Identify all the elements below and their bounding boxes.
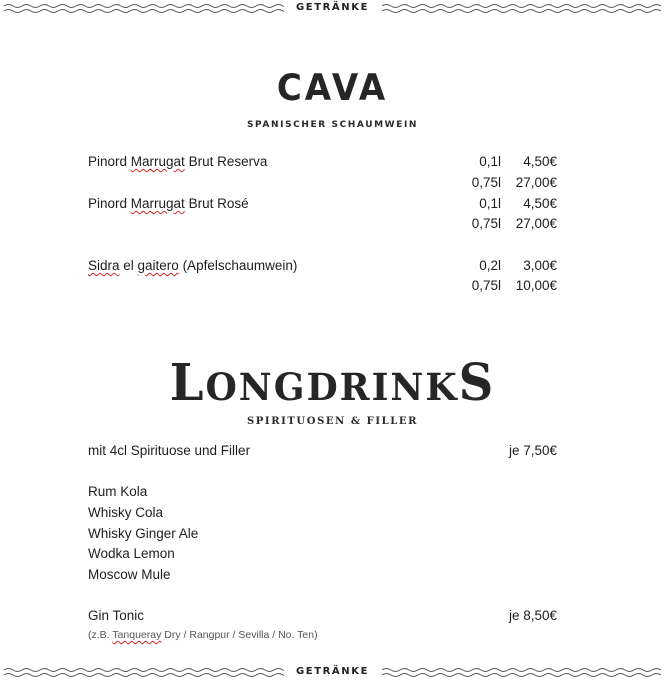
footer-band (0, 664, 665, 682)
item-price: 3,00€ (523, 258, 557, 273)
item-volume: 0,1l (479, 154, 501, 169)
item-volume: 0,75l (471, 216, 501, 231)
list-item: Whisky Cola (88, 505, 164, 520)
footer-band-label: GETRÄNKE (295, 666, 370, 677)
cava-title: CAVA (276, 66, 389, 110)
list-item: Whisky Ginger Ale (88, 526, 199, 541)
item-name: Pinord Marrugat Brut Reserva (88, 154, 268, 169)
intro-text: mit 4cl Spirituose und Filler (88, 443, 251, 458)
item-volume: 0,75l (471, 278, 501, 293)
longdrinks-subtitle: SPIRITUOSEN & FILLER (246, 416, 419, 427)
cava-item-1 (0, 154, 665, 172)
gin-tonic-row (0, 608, 665, 626)
item-price: 10,00€ (515, 278, 557, 293)
gin-tonic-price: je 8,50€ (508, 608, 557, 623)
cava-subtitle: SPANISCHER SCHAUMWEIN (246, 120, 419, 130)
item-name: Sidra el gaitero (Apfelschaumwein) (88, 258, 298, 273)
item-volume: 0,75l (471, 175, 501, 190)
list-item: Wodka Lemon (88, 546, 175, 561)
item-volume: 0,2l (479, 258, 501, 273)
gin-tonic-note: (z.B. Tanqueray Dry / Rangpur / Sevilla / No. Ten) (88, 629, 318, 641)
cava-item-3 (0, 258, 665, 276)
longdrinks-title: LONGDRINKS (169, 353, 496, 413)
item-price: 27,00€ (515, 216, 557, 231)
item-name: Pinord Marrugat Brut Rosé (88, 196, 249, 211)
item-volume: 0,1l (479, 196, 501, 211)
header-band (0, 0, 665, 18)
item-price: 4,50€ (523, 154, 557, 169)
item-price: 27,00€ (515, 175, 557, 190)
cava-item-3-size-2 (0, 278, 665, 296)
cava-item-1-size-2 (0, 175, 665, 193)
gin-tonic-name: Gin Tonic (88, 608, 145, 623)
header-band-label: GETRÄNKE (295, 2, 370, 13)
list-item: Rum Kola (88, 484, 148, 499)
longdrinks-intro (0, 443, 665, 461)
intro-price: je 7,50€ (508, 443, 557, 458)
list-item: Moscow Mule (88, 567, 171, 582)
cava-item-2-size-2 (0, 216, 665, 234)
item-price: 4,50€ (523, 196, 557, 211)
cava-item-2 (0, 196, 665, 214)
